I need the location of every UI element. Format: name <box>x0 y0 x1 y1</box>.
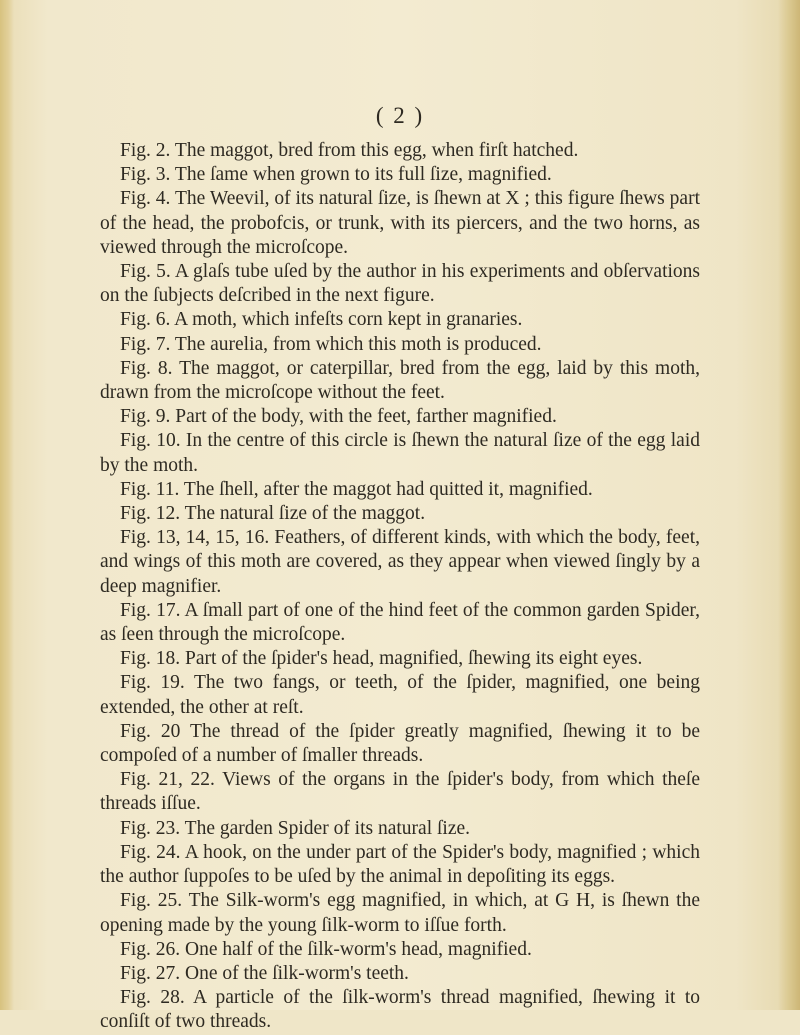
page-edge-left <box>0 0 14 1010</box>
figure-description: Fig. 9. Part of the body, with the feet, farther magnified. <box>120 406 557 428</box>
figure-description: Fig. 12. The natural ſize of the maggot. <box>120 503 426 525</box>
figure-description: Fig. 5. A glaſs tube uſed by the author in his experiments and obſervations on the ſubjects deſcribed in the next figure. <box>100 261 700 307</box>
figure-description: Fig. 2. The maggot, bred from this egg, when firſt hatched. <box>120 140 579 161</box>
figure-description: Fig. 25. The Silk-worm's egg magnified, in which, at G H, is ſhewn the opening made by the young ſilk-worm to iſſue forth. <box>100 890 700 936</box>
figure-description: Fig. 19. The two fangs, or teeth, of the ſpider, magnified, one being extended, the other at reſt. <box>100 672 700 718</box>
figure-description: Fig. 17. A ſmall part of one of the hind feet of the common garden Spider, as ſeen through the microſcope. <box>100 599 700 646</box>
figure-description: Fig. 4. The Weevil, of its natural ſize, is ſhewn at X ; this figure ſhews part of the head, the probofcis, or trunk, with its piercers, and the two horns, as viewed through the microſcope. <box>100 188 700 258</box>
figure-description: Fig. 20 The thread of the ſpider greatly magnified, ſhewing it to be compoſed of a number of ſmaller threads. <box>100 720 700 767</box>
page-number: ( 2 ) <box>375 103 425 128</box>
figure-description: Fig. 7. The aurelia, from which this moth is produced. <box>120 333 542 355</box>
figure-description: Fig. 21, 22. Views of the organs in the ſpider's body, from which theſe threads iſſue. <box>100 769 700 815</box>
figure-description: Fig. 11. The ſhell, after the maggot had quitted it, magnified. <box>120 478 593 500</box>
figure-description: Fig. 8. The maggot, or caterpillar, bred from the egg, laid by this moth, drawn from the microſcope without the feet. <box>100 357 700 404</box>
figure-description: Fig. 10. In the centre of this circle is ſhewn the natural ſize of the egg laid by the moth. <box>100 430 700 476</box>
figure-description: Fig. 18. Part of the ſpider's head, magnified, ſhewing its eight eyes. <box>120 648 643 670</box>
figure-description: Fig. 6. A moth, which infeſts corn kept in granaries. <box>120 309 523 331</box>
figure-descriptions <box>100 139 700 1035</box>
figure-description: Fig. 27. One of the ſilk-worm's teeth. <box>120 962 409 984</box>
figure-description: Fig. 23. The garden Spider of its natural ſize. <box>120 817 471 839</box>
figure-description: Fig. 26. One half of the ſilk-worm's head, magnified. <box>120 938 532 960</box>
figure-description: Fig. 3. The ſame when grown to its full ſize, magnified. <box>120 164 552 186</box>
figure-description: Fig. 13, 14, 15, 16. Feathers, of different kinds, with which the body, feet, and wings of this moth are covered, as they appear when viewed ſingly by a deep magnifier. <box>100 527 700 597</box>
page-edge-right <box>778 0 800 1010</box>
figure-description: Fig. 28. A particle of the ſilk-worm's thread magnified, ſhewing it to conſiſt of two threads. <box>100 987 700 1033</box>
figure-description: Fig. 24. A hook, on the under part of the Spider's body, magnified ; which the author ſuppoſes to be uſed by the animal in depoſiting its eggs. <box>100 841 700 888</box>
